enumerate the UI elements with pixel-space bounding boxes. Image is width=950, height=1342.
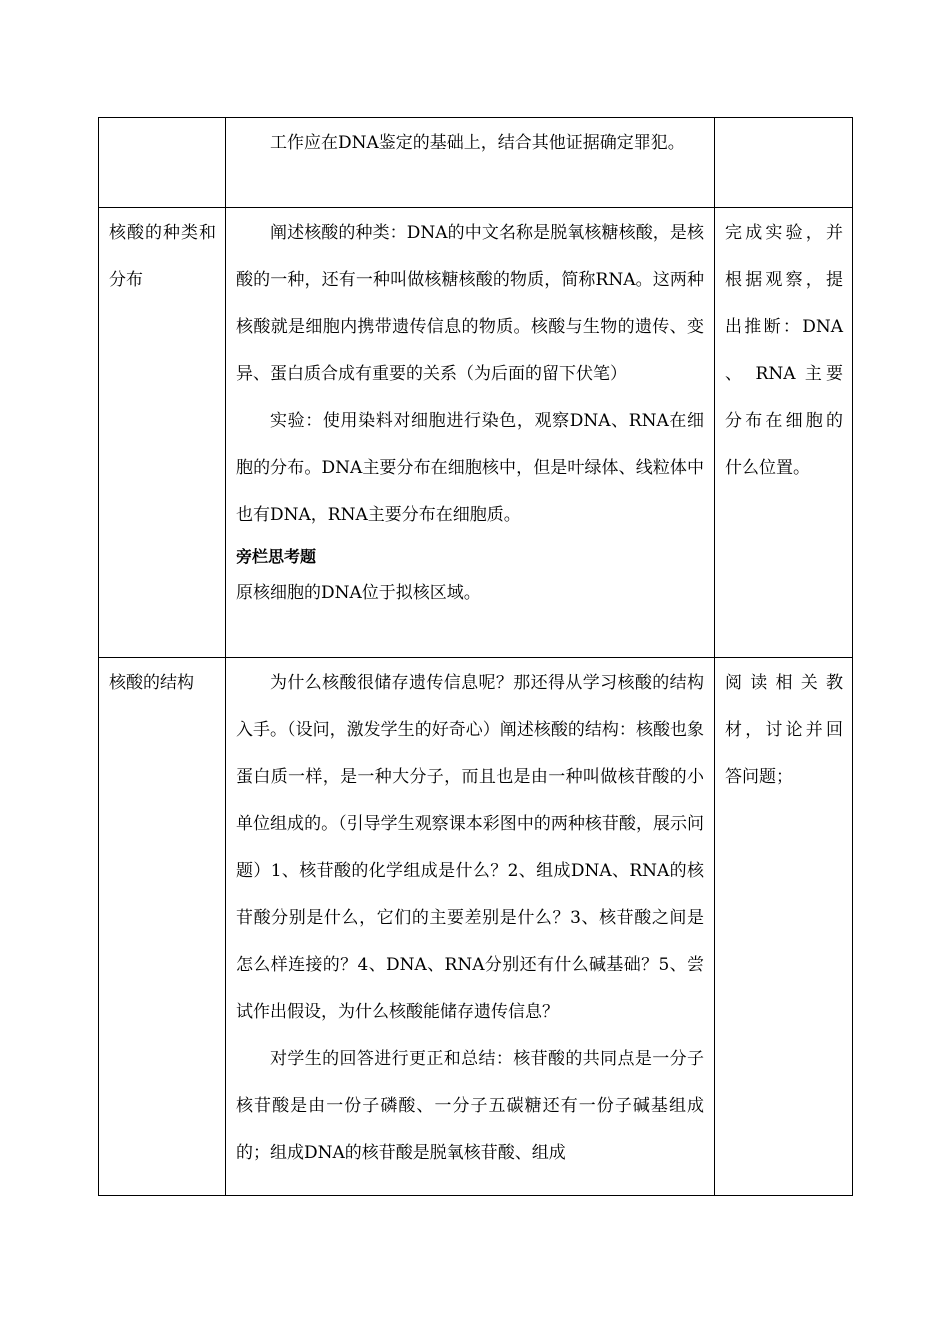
teaching-content-cell bbox=[226, 118, 715, 208]
content-paragraph: 为什么核酸很储存遗传信息呢？那还得从学习核酸的结构入手。（设问，激发学生的好奇心）阐述核酸的结构：核酸也象蛋白质一样，是一种大分子，而且也是由一种叫做核苷酸的小单位组成的。（引导学生观察课本彩图中的两种核苷酸，展示问题）1、核苷酸的化学组成是什么？2、组成DNA、RNA的核苷酸分别是什么，它们的主要差别是什么？3、核苷酸之间是怎么样连接的？4、DNA、RNA分别还有什么碱基础？5、尝试作出假设，为什么核酸能储存遗传信息？ bbox=[236, 673, 704, 1022]
content-paragraph: 工作应在DNA鉴定的基础上，结合其他证据确定罪犯。 bbox=[270, 133, 685, 153]
lesson-plan-table bbox=[98, 117, 853, 1196]
student-activity-cell bbox=[715, 118, 853, 208]
sidebar-question-heading: 旁栏思考题 bbox=[236, 547, 317, 566]
student-activity-cell bbox=[715, 658, 853, 1196]
table-row bbox=[99, 208, 853, 658]
section-title: 核酸的结构 bbox=[109, 673, 194, 693]
teaching-content-cell bbox=[226, 208, 715, 658]
student-activity-cell bbox=[715, 208, 853, 658]
content-paragraph: 对学生的回答进行更正和总结：核苷酸的共同点是一分子核苷酸是由一份子磷酸、一分子五碳糖还有一份子碱基组成的；组成DNA的核苷酸是脱氧核苷酸、组成 bbox=[236, 1049, 704, 1163]
table-row bbox=[99, 118, 853, 208]
content-paragraph: 实验：使用染料对细胞进行染色，观察DNA、RNA在细胞的分布。DNA主要分布在细胞核中，但是叶绿体、线粒体中也有DNA，RNA主要分布在细胞质。 bbox=[236, 411, 704, 525]
section-title-cell bbox=[99, 658, 226, 1196]
section-title-cell bbox=[99, 208, 226, 658]
table-row bbox=[99, 658, 853, 1196]
section-title-cell bbox=[99, 118, 226, 208]
student-activity: 阅读相关教材，讨论并回答问题； bbox=[725, 673, 843, 787]
section-title: 核酸的种类和分布 bbox=[109, 223, 216, 290]
teaching-content-cell bbox=[226, 658, 715, 1196]
student-activity: 完成实验，并根据观察，提出推断：DNA 、 RNA 主要分布在细胞的什么位置。 bbox=[725, 223, 843, 478]
content-paragraph: 原核细胞的DNA位于拟核区域。 bbox=[236, 583, 481, 603]
content-paragraph: 阐述核酸的种类：DNA的中文名称是脱氧核糖核酸，是核酸的一种，还有一种叫做核糖核酸的物质，简称RNA。这两种核酸就是细胞内携带遗传信息的物质。核酸与生物的遗传、变异、蛋白质合成有重要的关系（为后面的留下伏笔） bbox=[236, 223, 704, 384]
